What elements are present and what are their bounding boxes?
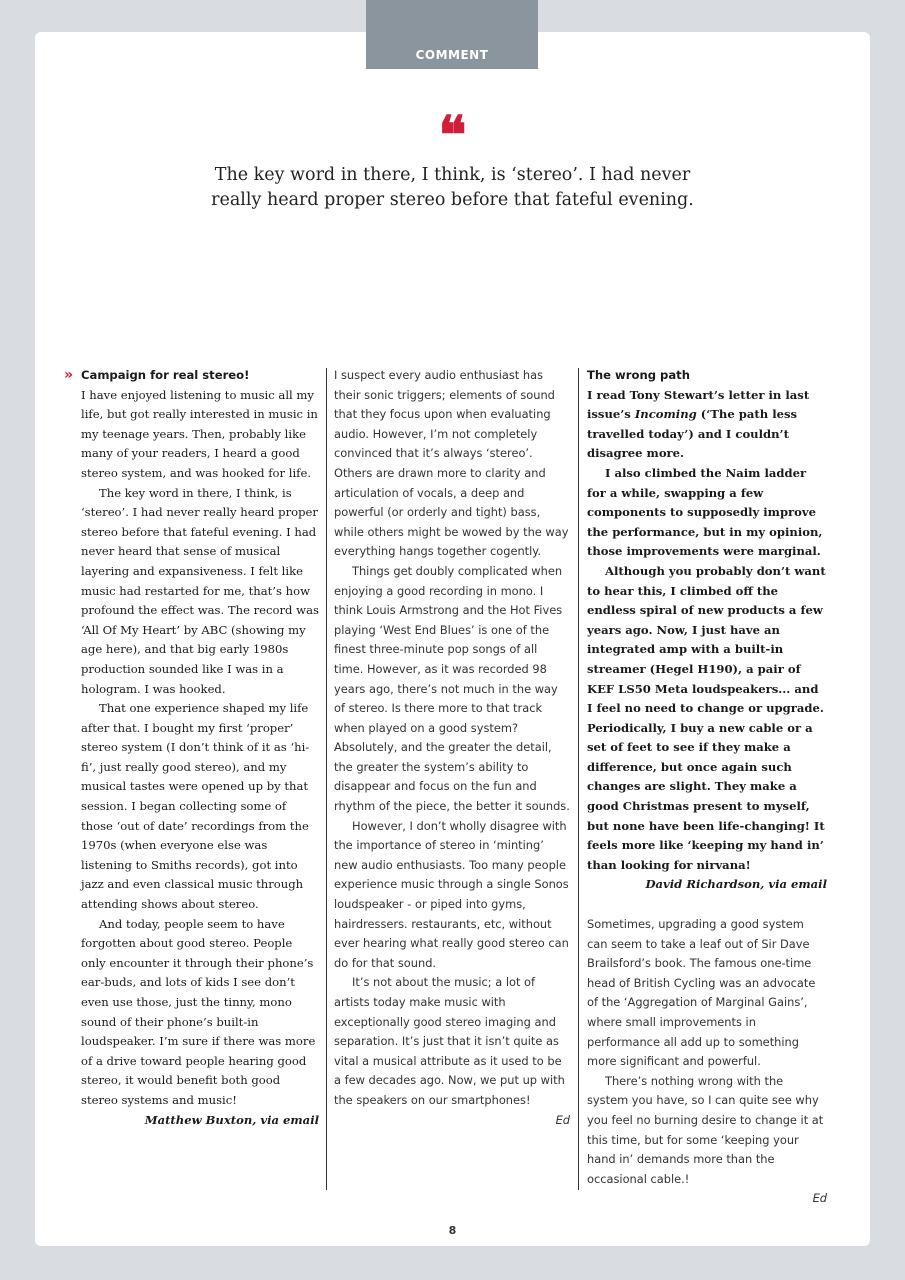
reply-column [334,366,570,1130]
letter-paragraph: I also climbed the Naim ladder for a while, swapping a few components to supposedly improve the performance, but in my opinion, those improvements were marginal. [587,465,823,559]
reply-paragraph: Sometimes, upgrading a good system can seem to take a leaf out of Sir Dave Brailsford’s book. The famous one-time head of British Cycling was an advocate of the ‘Aggregation of Marginal Gains’, where small improvements in performance all add up to something more significant and powerful. [587,917,816,1069]
reply-paragraph: I suspect every audio enthusiast has their sonic triggers; elements of sound that they focus upon when evaluating audio. However, I’m not completely convinced that it’s always ‘stereo’. Others are drawn more to clarity and articulation of vocals, a deep and powerful (or orderly and tight) bass, while others might be wowed by the way everything hangs together cogently. [334,368,569,559]
magazine-section-name: Incoming [634,407,697,422]
column-divider [326,368,327,1190]
letter-signature: Matthew Buxton, via email [144,1112,319,1127]
section-tab: COMMENT [366,0,538,69]
quote-mark-icon: ❝ [438,105,467,166]
pull-quote: The key word in there, I think, is ‘stereo’. I had never really heard proper stereo before that fateful evening. [211,165,694,210]
letter-paragraph: And today, people seem to have forgotten about good stereo. People only encounter it through their phone’s ear-buds, and lots of kids I see don’t even use those, just the tinny, mono sound of their phone’s built-in loudspeaker. I’m sure if there was more of a drive toward people hearing good stereo, it would benefit both good stereo systems and music! [81,916,316,1107]
letter-intro-text: I read Tony Stewart’s letter in last issue’s [587,387,810,422]
letter-paragraph: The key word in there, I think, is ‘stereo’. I had never really heard proper stereo before that fateful evening. I had never heard that sense of musical layering and expansiveness. I felt like music had restarted for me, that’s how profound the effect was. The record was ‘All Of My Heart’ by ABC (showing my age here), and that big early 1980s production sounded like I was in a hologram. I was hooked. [81,485,319,696]
reply-block [587,915,827,1209]
reply-signature: Ed [555,1112,570,1127]
reply-paragraph: Things get doubly complicated when enjoying a good recording in mono. I think Louis Armstrong and the Hot Fives playing ‘West End Blues’ is one of the finest three-minute pop songs of all time. However, as it was recorded 98 years ago, there’s not much in the way of stereo. Is there more to that track when played on a good system? Absolutely, and the greater the detail, the greater the system’s ability to disappear and focus on the fun and rhythm of the piece, the better it sounds. [334,563,570,814]
reply-paragraph: There’s nothing wrong with the system you have, so I can quite see why you feel no burning desire to change it at this time, but for some ‘keeping your hand in’ demands more than the occasional cable.! [587,1073,824,1186]
letter-heading: Campaign for real stereo! [81,368,250,382]
letter-paragraph: Although you probably don’t want to hear this, I climbed off the endless spiral of new products a few years ago. Now, I just have an integrated amp with a built-in streamer (Hegel H190), a pair of KEF LS50 Meta loudspeakers... and I feel no need to change or upgrade. Periodically, I buy a new cable or a set of feet to see if they make a difference, but once again such changes are slight. They make a good Christmas present to myself, but none have been life-changing! It feels more like ‘keeping my hand in’ than looking for nirvana! [587,563,826,872]
reply-paragraph: It’s not about the music; a lot of artists today make music with exceptionally good stereo imaging and separation. It’s just that it isn’t quite as vital a musical attribute as it used to be a few decades ago. Now, we put up with the speakers on our smartphones! [334,975,565,1107]
letter-heading: The wrong path [587,368,690,382]
letter-paragraph [587,386,827,464]
letter-intro-text: (‘The path less travelled today’) and I couldn’t disagree more. [587,407,798,461]
letter-paragraph: I have enjoyed listening to music all my life, but got really interested in music in my teenage years. Then, probably like many of your readers, I heard a good stereo system, and was hooked for life. [81,387,318,480]
letter-column [81,366,319,1130]
letter-signature: David Richardson, via email [645,877,827,892]
letter-column [587,366,827,1209]
column-divider [578,368,579,1190]
chevron-right-icon: » [64,367,74,383]
letter-paragraph: That one experience shaped my life after that. I bought my first ‘proper’ stereo system (I don’t think of it as ‘hi-fi’, just really good stereo), and my musical tastes were opened up by that session. I began collecting some of those ‘out of date’ recordings from the 1970s (when everyone else was listening to Smiths records), got into jazz and even classical music through attending shows about stereo. [81,701,310,912]
page-number: 8 [448,1224,457,1237]
reply-signature: Ed [812,1191,827,1206]
reply-paragraph: However, I don’t wholly disagree with the importance of stereo in ‘minting’ new audio enthusiasts. Too many people experience music through a single Sonos loudspeaker - or piped into gyms, hairdressers. restaurants, etc, without ever hearing what really good stereo can do for that sound. [334,818,569,970]
